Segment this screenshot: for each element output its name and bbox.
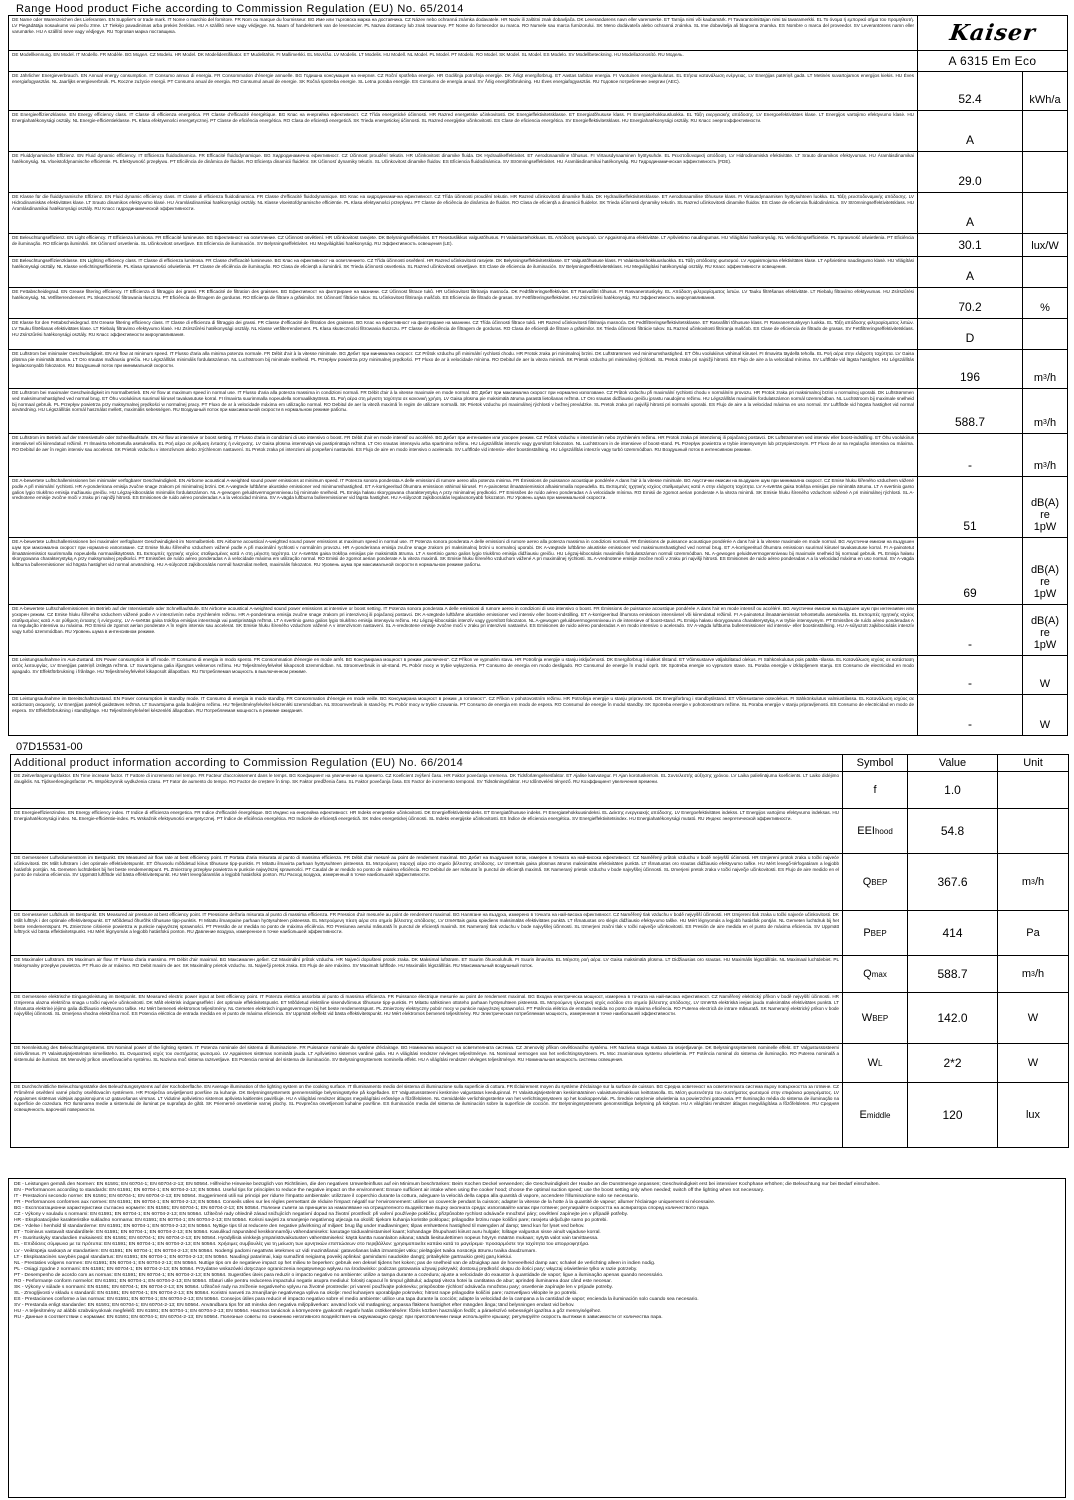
row-unit bbox=[1023, 319, 1067, 349]
row-unit: kWh/a bbox=[1029, 94, 1061, 106]
fiche-row bbox=[9, 656, 1067, 695]
brand-logo: Kaiser bbox=[947, 20, 1038, 46]
row-description: DE Nennleistung des Beleuchtungssystems. EN Nominal power of the lighting system. IT Potenza nominale del sistema di illuminazione. FR Puissance nominale du système d'éclairage. BG Номинална мощност на осветителната система. CZ Jmenovitý příkon osvětlovacího systému. HR Nazivna snaga sustava za osvjetljavanje. DK Belysningssystemets nominelle effekt. ET Valgustussüsteemi nimivõimsus. FI Valaistusjärjestelmän nimellisteho. EL Ονομαστική ισχύς του συστήματος φωτισμού. LV Apgaismes sistēmas nominālā jauda. LT Apšvietimo sistemos vardinė galia. HU A világítási rendszer névleges teljesítménye. NL Nominaal vermogen van het verlichtingssysteem. PL Moc znamionowa systemu oświetlenia. PT Potência nominal do sistema de iluminação. RO Puterea nominală a sistemului de iluminat. SK Menovitý príkon osvetľovacieho systému. SL Nazivna moč sistema razsvetljave. ES Potencia nominal del sistema de iluminación. SV Belysningssystemets nominella effekt. HU A világítási rendszer névleges teljesítménye. RU Номинальная мощность системы освещения. bbox=[11, 1044, 843, 1082]
row-value: - bbox=[918, 434, 1023, 476]
row-value: 2*2 bbox=[908, 1044, 998, 1082]
row-unit: W bbox=[1039, 719, 1051, 731]
row-unit bbox=[1023, 152, 1067, 192]
row-description: DE Luftstrom bei maximaler Geschwindigkeit im Normalbetrieb. EN Air flow at maximum speed in normal use. IT Flusso d'aria alla potenza massima in condizioni normali. FR Débit d'air à la vitesse maximale en mode normal. BG Дебит при максимална скорост при нормално използване. CZ Průtok vzduchu při maximální rychlosti chodu v normálním provozu. HR Protok zraka pri maksimalnoj brzini u normalnoj uporabi. DK Luftstrømmen ved maksimumshastighed ved normal brug. ET Õhu voolukiirus suurimal kiirusel tavakasutuse korral. FI Ilmavirta suurimmalla nopeudella normaalikäytössä. EL Ροή αέρα στη μέγιστη ταχύτητα σε κανονική χρήση. LV Gaisa plūsma pie maksimālā ātruma parastā lietošanas režīmā. LT Oro srautas didžiausiu greičiu įprastu naudojimo režimu. HU Légszállítás maximális fordulatszámon normál üzemmódban. NL Luchtstroom bij maximale snelheid bij normaal gebruik. PL Przepływ powietrza przy maksymalnej prędkości w normalnej pracy. PT Fluxo de ar à velocidade máxima em utilização normal. RO Debitul de aer la viteză maximă în regim de utilizare normală. SK Prietok vzduchu pri maximálnej rýchlosti v bežnej prevádzke. SL Pretok zraka pri najvišji hitrosti pri normalni uporabi. ES Flujo de aire a la velocidad máxima en uso normal. SV Luftflöde vid högsta hastighet vid normal användning. HU Légszállítás normál használat mellett, maximális sebességen. RU Воздушный поток при максимальной скорости в нормальном режиме работы. bbox=[9, 389, 918, 433]
row-value: 414 bbox=[908, 911, 998, 955]
footnote-paragraph: FR - Performances conformes aux normes: EN 61591; EN 60704-1; EN 60704-2-13; EN 50564. Conseils utiles sur les règles permettant de réduire l'impact négatif sur l'environnement: utiliser un couvercle pendant la cuisson; adapter la vitesse de la hotte à la quantité de vapeur; allumer l'éclairage uniquement si nécessaire. bbox=[14, 1200, 716, 1206]
row-description: DE Klasse für die fluiddynamische Effizienz. EN Fluid dynamic efficiency class. IT Classe di efficienza fluidodinamica. FR Classe d'efficacité fluidodynamique. BG Клас на хидродинамична ефективност. CZ Třída účinnosti proudění tekutin. HR Razred učinkovitosti dinamike fluida. DK Hydraulikeffektivitetsklasse. ET Aerodünaamilise tõhususe klass. FI Virtausdynaamisen hyötysuhteen luokka. EL Τάξη ρευστοδυναμικής απόδοσης. LV Hidrodinamiskās efektivitātes klase. LT Srauto dinamikos efektyvumo klasė. HU Áramlásdinamikai hatékonysági osztály. NL Klasse vloeistofdynamische efficiëntie. PL Klasa efektywności przepływu. PT Classe de eficiência de dinâmica de fluidos. RO Clasa de eficiență a dinamicii fluidelor. SK Trieda účinnosti dynamiky tekutín. SL Razred učinkovitosti dinamike fluidov. ES Clase de eficiencia fluidodinámica. SV Strömningseffektivitetsklass. HU Áramlásdinamikai hatékonysági osztály. RU Класс гидродинамической эффективности. bbox=[9, 193, 918, 233]
row-value: 588.7 bbox=[918, 389, 1023, 433]
footnote-paragraph: RU - Данные в соответствии с нормами: EN 61591; EN 60704-1; EN 60704-2-13; EN 50564. Полезные советы по снижению негативного воздействия на окружающую среду: при приготовлении пищи используйте крышку; регулируйте скорость вытяжки в зависимости от количества пара. bbox=[14, 1315, 663, 1321]
fiche-row bbox=[9, 538, 1067, 605]
footnote-paragraph: IT - Prestazioni secondo norme: EN 61591; EN 60704-1; EN 60704-2-13; EN 50564. Suggerimenti utili sui principi per ridurre l'impatto ambientale: utilizzare il coperchio durante la cottura, adeguare la velocità della cappa alla quantità di vapore, accendere l'illuminazione solo se necessario. bbox=[14, 1194, 639, 1200]
fiche-row bbox=[9, 389, 1067, 434]
footnote-paragraph: HU - A teljesítmény az alábbi szabványoknak megfelelő: EN 61591; EN 60704-1; EN 60704-2-13; EN 50564. Hasznos tanácsok a környezetre gyakorolt negatív hatás csökkentésére: főzés közben használjon fedőt; a páraelszívó sebességét igazítsa a gőz mennyiségéhez. bbox=[14, 1308, 602, 1314]
row-value: D bbox=[918, 319, 1023, 349]
row-description: DE Name oder Warenzeichen des Lieferanten. EN Supplier's or trade mark. IT Nome o marchio del fornitore. FR Nom ou marque du fournisseur. BG Име или търговска марка на доставчика. CZ Název nebo ochranná známka dodavatele. HR Naziv ili zaštitni znak dobavljača. DK Leverandørens navn eller varemærke. ET Tarnija nimi või kaubamärk. FI Tavarantoimittajan nimi tai tavaramerkki. EL Το όνομα ή εμπορικό σήμα του προμηθευτή. LV Piegādātāja nosaukums vai preču zīme. LT Tiekėjo pavadinimas arba prekės ženklas. HU A szállító neve vagy védjegye. NL Naam of handelsmerk van de leverancier. PL Nazwa dostawcy lub znak towarowy. PT Nome do fornecedor ou marca. RO Numele sau marca furnizorului. SK Meno dodávateľa alebo ochranná známka. SL Ime dobavitelja ali blagovna znamka. ES Nombre o marca del proveedor. SV Leverantörens namn eller varumärke. HU A szállító neve vagy védjegye. RU Торговая марка поставщика. bbox=[9, 16, 918, 50]
row-unit: % bbox=[1040, 302, 1050, 314]
header-unit: Unit bbox=[1023, 757, 1043, 769]
row-value: - bbox=[918, 656, 1023, 694]
info-row bbox=[11, 772, 1068, 809]
model-cell bbox=[918, 51, 1067, 71]
row-value: 69 bbox=[918, 538, 1023, 604]
fiche-row bbox=[9, 477, 1067, 538]
row-unit: lux/W bbox=[1031, 240, 1059, 252]
footnote-paragraph: EL - Επιδόσεις σύμφωνα με τα πρότυπα: EN 61591; EN 60704-1; EN 60704-2-13; EN 50564. Χρήσιμες συμβουλές για τη μείωση των αρνητικών επιπτώσεων στο περιβάλλον: χρησιμοποιείτε καπάκι κατά το μαγείρεμα· προσαρμόστε την ταχύτητα του απορροφητήρα. bbox=[14, 1242, 590, 1248]
footnote-paragraph: FI - Suorituskyky standardien mukaisesti: EN 61591; EN 60704-1; EN 60704-2-13; EN 50564. Hyödyllisiä vinkkejä ympäristövaikutusten vähentämiseksi: käytä kantta ruoanlaiton aikana; säädä liesituulettimen nopeus höyryn määrän mukaan; sytytä valot vain tarvittaessa. bbox=[14, 1236, 599, 1242]
row-description: DE Gemessener Luftvolumenstrom im Bestpunkt. EN Measured air flow rate at best efficiency point. IT Portata d'aria misurata al punto di massima efficienza. FR Débit d'air mesuré au point de rendement maximal. BG Дебит на въздушния поток, измерен в точката на най-висока ефективност. CZ Naměřený průtok vzduchu v bodě nejvyšší účinnosti. HR Izmjereni protok zraka u točki najveće učinkovitosti. DK Målt luftstrøm i det optimale effektivitetspunkt. ET Õhuvoolu mõõdetud kiirus tõhususe tipp-punktis. FI Mitattu ilmavirta parhaan hyötysuhteen pisteessä. EL Μετρούμενη παροχή αέρα στο σημείο βέλτιστης απόδοσης. LV Izmērītais gaisa plūsmas ātrums maksimālās efektivitātes punktā. LT Išmatuotas oro srautas didžiausio efektyvumo taške. HU Mért levegő-térfogatáram a legjobb hatásfok pontján. NL Gemeten luchtdebiet bij het beste rendementspunt. PL Zmierzony przepływ powietrza w punkcie najwyższej sprawności. PT Caudal de ar medido no ponto de máxima eficiência. RO Debitul de aer măsurat în punctul de eficiență maximă. SK Nameraný prietok vzduchu v bode najvyššej účinnosti. SL Izmerjeni pretok zraka v točki največje učinkovitosti. ES Flujo de aire medido en el punto de máxima eficiencia. SV Uppmätt luftflöde vid bästa effektivitetspunkt. HU Mért levegőáramlás a legjobb hatásfokú ponton. RU Расход воздуха, измеренный в точке наибольшей эффективности. bbox=[11, 854, 843, 910]
row-description: DE Luftstrom bei minimaler Geschwindigkeit. EN Air flow at minimum speed. IT Flusso d'aria alla minima potenza normale. FR Débit d'air à la vitesse minimale. BG Дебит при минимална скорост. CZ Průtok vzduchu při minimální rychlosti chodu. HR Protok zraka pri minimalnoj brzini. DK Luftstrømmen ved minimumshastighed. ET Õhu voolukiirus vähimal kiirusel. FI Ilmavirta täydellä teholla. EL Ροή αέρα στην ελάχιστη ταχύτητα. LV Gaisa plūsma pie minimālā ātruma. LT Oro srautas mažiausiu greičiu. HU Légszállítás minimális fordulatszámon. NL Luchtstroom bij minimale snelheid. PL Przepływ powietrza przy minimalnej prędkości. PT Fluxo de ar à velocidade mínima. RO Debitul de aer la viteza minimă. SK Prietok vzduchu pri minimálnej rýchlosti. SL Pretok zraka pri najnižji hitrosti. ES Flujo de aire a la velocidad mínima. SV Luftflöde vid lägsta hastighet. HU Légszállítás legalacsonyabb fokozaton. RU Воздушный поток при минимальной скорости. bbox=[9, 350, 918, 388]
info-row bbox=[11, 993, 1068, 1044]
info-row bbox=[11, 809, 1068, 854]
row-description: DE Modellkennung. EN Model. IT Modello. FR Modèle. BG Модел. CZ Modelu. HR Model. DK Modelidentifikator. ET Mudelitähis. FI Mallimerkki. EL Μοντέλο. LV Modelis. LT Modelis. HU Modell. NL Model. PL Model. PT Modelo. RO Model. SK Model. SL Model. ES Modelo. SV Modellbeteckning. HU Modellazonosító. RU Модель. bbox=[9, 51, 918, 71]
row-description: DE Zeitverlängerungsfaktor. EN Time increase factor. IT Fattore di incremento nel tempo. FR Facteur d'accroissement dans le temps. BG Коефициент на увеличение на времето. CZ Koeficient zvýšení času. HR Faktor povećanja vremena. DK Tidsforlængelsesfaktor. ET Ajalise kasvutegur. FI Ajan korotuskerroin. EL Συντελεστής αύξησης χρόνου. LV Laika palielinājuma koeficients. LT Laiko didėjimo daugiklis. NL Tijdsverlengingsfactor. PL Współczynnik wydłużenia czasu. PT Fator de aumento do tempo. RO Factor de creștere în timp. SK Faktor predĺženia času. SL Faktor povečanja časa. ES Factor de incremento temporal. SV Tidsökningsfaktor. HU Időnövelési tényező. RU Коэффициент увеличения времени. bbox=[11, 772, 843, 808]
row-unit: m 3 /h bbox=[1021, 968, 1045, 980]
fiche-row bbox=[9, 288, 1067, 319]
footnote-paragraph: CZ - Výkony v souladu s normami: EN 61591; EN 60704-1; EN 60704-2-13; EN 50564. Užitečné rady ohledně zásad snižujících negativní dopad na životní prostředí: při vaření používejte pokličku; přizpůsobte rychlost odsávače množství páry; osvětlení zapínejte jen v případě potřeby. bbox=[14, 1212, 629, 1218]
row-unit: m 3 /h bbox=[1033, 460, 1057, 472]
model-name: A 6315 Em Eco bbox=[948, 54, 1037, 68]
row-symbol: Q max bbox=[843, 956, 908, 992]
row-symbol: f bbox=[843, 772, 908, 808]
row-unit bbox=[998, 772, 1068, 808]
table-title: Additional product information according to Commission Regulation (EU) No. 66/2014 bbox=[11, 755, 843, 771]
row-value: 54.8 bbox=[908, 809, 998, 853]
info-row bbox=[11, 911, 1068, 956]
info-row bbox=[11, 1044, 1068, 1083]
footnote-paragraph: RO - Performanțe conform normelor: EN 61591; EN 60704-1; EN 60704-2-13; EN 50564. Sfaturi utile pentru reducerea impactului negativ asupra mediului: folosiți capacul în timpul gătitului; adaptați viteza hotei la cantitatea de abur; aprindeți iluminarea doar când este necesar. bbox=[14, 1278, 612, 1284]
row-value: 52.4 bbox=[918, 72, 1023, 110]
row-value: A bbox=[918, 111, 1023, 151]
fiche-row bbox=[9, 350, 1067, 389]
row-value: 196 bbox=[918, 350, 1023, 388]
row-unit: dB(A) re 1pW bbox=[1030, 564, 1060, 600]
row-unit: W bbox=[1027, 1057, 1039, 1069]
row-description: DE Beleuchtungseffizienzklasse. EN Lighting efficiency class. IT Classe di efficienza luminosa. FR Classe d'efficacité lumineuse. BG Клас на ефективност на осветлението. CZ Třída účinnosti osvětlení. HR Razred učinkovitosti rasvjete. DK Belysningseffektivitetsklasse. ET Valgustõhususe klass. FI Valaistustehokkuusluokka. EL Τάξη απόδοσης φωτισμού. LV Apgaismojuma efektivitātes klase. LT Apšvietimo naudingumo klasė. HU Világítási hatékonysági osztály. NL Klasse verlichtingsefficiëntie. PL Klasa sprawności oświetlenia. PT Classe de eficiência de iluminação. RO Clasa de eficiență a iluminării. SK Trieda účinnosti osvetlenia. SL Razred učinkovitosti osvetljave. ES Clase de eficiencia de iluminación. SV Belysningseffektivitetsklass. HU Megvilágítási hatékonysági osztály. RU Класс эффективности освещения. bbox=[9, 257, 918, 287]
footnote-paragraph: SV - Prestanda enligt standarder: EN 61591; EN 60704-1; EN 60704-2-13; EN 50564. Användbara tips för att minska den negativa miljöpåverkan: använd lock vid matlagning; anpassa fläktens hastighet efter mängden ånga; tänd belysningen endast vid behov. bbox=[14, 1302, 575, 1308]
fiche-row bbox=[9, 695, 1067, 736]
row-unit: m 3 /h bbox=[1033, 417, 1057, 429]
fiche-row bbox=[9, 16, 1067, 51]
row-value: - bbox=[918, 695, 1023, 735]
footnote-paragraph: DK - Ydelse i henhold til standarderne: EN 61591; EN 60704-1; EN 60704-2-13; EN 50564. Nyttige tips til at reducere den negative påvirkning af miljøet: brug låg under madlavningen; tilpas emhættens hastighed til mængden af damp; tænd kun for lyset ved behov. bbox=[14, 1224, 585, 1230]
row-description: DE Gemessene elektrische Eingangsleistung im Bestpunkt. EN Measured electric power input at best efficiency point. IT Potenza elettrica assorbita al punto di massima efficienza. FR Puissance électrique mesurée au point de rendement maximal. BG Входна електрическа мощност, измерена в точката на най-висока ефективност. CZ Naměřený elektrický příkon v bodě nejvyšší účinnosti. HR Izmjerena ulazna električna snaga u točki najveće učinkovitosti. DK Målt elektrisk indgangseffekt i det optimale effektivitetspunkt. ET Mõõdetud elektriline sisendvõimsus tõhususe tipp-punktis. FI Mitattu sähköinen ottoteho parhaan hyötysuhteen pisteessä. EL Μετρούμενη ηλεκτρική ισχύς εισόδου στο σημείο βέλτιστης απόδοσης. LV Izmērītā elektriskā ieejas jauda maksimālās efektivitātes punktā. LT Išmatuota elektrinė įėjimo galia didžiausio efektyvumo taške. HU Mért bemeneti elektromos teljesítmény. NL Gemeten elektrisch ingangsvermogen bij het beste rendementspunt. PL Zmierzony elektryczny pobór mocy w punkcie najwyższej sprawności. PT Potência elétrica de entrada medida no ponto de máxima eficiência. RO Puterea electrică de intrare măsurată. SK Nameraný elektrický príkon v bode najvyššej účinnosti. SL Izmerjena vhodna električna moč. ES Potencia eléctrica de entrada medida en el punto de máxima eficiencia. SV Uppmätt eleffekt vid bästa effektivitetspunkt. HU Mért elektromos bemeneti teljesítmény. RU Электрическая потребляемая мощность, измеренная в точке наибольшей эффективности. bbox=[11, 993, 843, 1043]
row-description: DE Energieeffizienzklasse. EN Energy efficiency class. IT Classe di efficienza energetica. FR Classe d'efficacité énergétique. BG Клас на енергийна ефективност. CZ Třída energetické účinnosti. HR Razred energetske učinkovitosti. DK Energieffektivitetsklasse. ET Energiatõhususe klass. FI Energiatehokkuusluokka. EL Τάξη ενεργειακής απόδοσης. LV Energoefektivitātes klase. LT Energijos vartojimo efektyvumo klasė. HU Energiahatékonysági osztály. NL Energie-efficiëntieklasse. PL Klasa efektywności energetycznej. PT Classe de eficiência energética. RO Clasa de eficiență energetică. SK Trieda energetickej účinnosti. SL Razred energijske učinkovitosti. ES Clase de eficiencia energética. SV Energieffektivitetsklass. HU Energiahatékonysági osztály. RU Класс энергоэффективности. bbox=[9, 111, 918, 151]
row-symbol: W BEP bbox=[843, 993, 908, 1043]
row-unit bbox=[1023, 111, 1067, 151]
row-description: DE Gemessener Luftdruck im Bestpunkt. EN Measured air pressure at best efficiency point. IT Pressione dell'aria misurata al punto di massima efficienza. FR Pression d'air mesurée au point de rendement maximal. BG Налягане на въздуха, измерено в точката на най-висока ефективност. CZ Naměřený tlak vzduchu v bodě nejvyšší účinnosti. HR Izmjereni tlak zraka u točki najveće učinkovitosti. DK Målt lufttryk i det optimale effektivitetspunkt. ET Mõõdetud õhurõhk tõhususe tipp-punktis. FI Mitattu ilmanpaine parhaan hyötysuhteen pisteessä. EL Μετρούμενη πίεση αέρα στο σημείο βέλτιστης απόδοσης. LV Izmērītais gaisa spiediens maksimālās efektivitātes punktā. LT Išmatuotas oro slėgis didžiausio efektyvumo taške. HU Mért légnyomás a legjobb hatásfok pontján. NL Gemeten luchtdruk bij het beste rendementspunt. PL Zmierzone ciśnienie powietrza w punkcie najwyższej sprawności. PT Pressão de ar medida no ponto de máxima eficiência. RO Presiunea aerului măsurată în punctul de eficiență maximă. SK Nameraný tlak vzduchu v bode najvyššej účinnosti. SL Izmerjeni zračni tlak v točki največje učinkovitosti. ES Presión de aire medida en el punto de máxima eficiencia. SV Uppmätt lufttryck vid bästa effektivitetspunkt. HU Mért légnyomás a legjobb hatásfokú ponton. RU Давление воздуха, измеренное в точке наибольшей эффективности. bbox=[11, 911, 843, 955]
row-description: DE Klasse für den Fettabscheidegrad. EN Grease filtering efficiency class. IT Classe di efficienza di filtraggio dei grassi. FR Classe d'efficacité de filtration des graisses. BG Клас на ефективност на филтриране на мазнини. CZ Třída účinnosti filtrace tuků. HR Razred učinkovitosti filtriranja masnoća. DK Fedtfiltreringseffektivitetsklasse. ET Rasvafiltri tõhususe klass. FI Rasvanerotuskyvyn luokka. EL Τάξη απόδοσης φιλτραρίσματος λιπών. LV Tauku filtrēšanas efektivitātes klase. LT Riebalų filtravimo efektyvumo klasė. HU Zsírszűrési hatékonysági osztály. NL Klasse vetfilterrendement. PL Klasa skuteczności filtrowania tłuszczu. PT Classe de eficiência de filtragem de gorduras. RO Clasa de eficiență de filtrare a grăsimilor. SK Trieda účinnosti filtrácie tukov. SL Razred učinkovitosti filtriranja maščob. ES Clase de eficiencia de filtrado de grasas. SV Fettfiltreringseffektivitetsklass. HU Zsírszűrési hatékonysági osztály. RU Класс эффективности жироулавливания. bbox=[9, 319, 918, 349]
row-unit: dB(A) re 1pW bbox=[1030, 497, 1060, 533]
row-unit bbox=[1023, 257, 1067, 287]
model-code: 07D15531-00 bbox=[16, 741, 83, 753]
row-value: 142.0 bbox=[908, 993, 998, 1043]
row-value: - bbox=[918, 605, 1023, 655]
brand-logo-cell bbox=[918, 16, 1067, 50]
footnote-paragraph: PL - Osiągi zgodne z normami: EN 61591; EN 60704-1; EN 60704-2-13; EN 50564. Przydatne wskazówki dotyczące ograniczenia negatywnego wpływu na środowisko: podczas gotowania używaj pokrywki; dostosuj prędkość okapu do ilości pary; włączaj oświetlenie tylko w razie potrzeby. bbox=[14, 1266, 638, 1272]
row-description: DE Jährlicher Energieverbrauch. EN Annual energy consumption. IT Consumo annuo di energia. FR Consommation d'énergie annuelle. BG Годишна консумация на енергия. CZ Roční spotřeba energie. HR Godišnja potrošnja energije. DK Årligt energiforbrug. ET Aastas tarbitav energia. FI Vuotuinen energiankulutus. EL Ετήσια κατανάλωση ενέργειας. LV Enerģijas patēriņš gadā. LT Metinės suvartojamos energijos kiekis. HU Éves energiafogyasztás. NL Jaarlijks energieverbruik. PL Roczne zużycie energii. PT Consumo anual de energia. RO Consumul anual de energie. SK Ročná spotreba energie. SL Letna poraba energije. ES Consumo de energía anual. SV Årlig energiförbrukning. HU Éves energiafogyasztás. RU Годовое потребление энергии (AEC). bbox=[9, 72, 918, 110]
fiche-row bbox=[9, 257, 1067, 288]
row-unit bbox=[998, 809, 1068, 853]
row-value: 70.2 bbox=[918, 288, 1023, 318]
row-description: DE Luftstrom im Betrieb auf der Intensivstufe oder Schnelllaufstufe. EN Air flow at intensive or boost setting. IT Flusso d'aria in condizioni di uso intensivo o boost. FR Débit d'air en mode intensif ou accéléré. BG Дебит при интензивен или ускорен режим. CZ Průtok vzduchu v intenzivním nebo zrychleném režimu. HR Protok zraka pri intenzivnoj ili pojačanoj postavci. DK Luftstrømmen ved intensiv eller boost-indstilling. ET Õhu voolukiirus intensiivsel või kiirendatud režiimil. FI Ilmavirta tehostetulla asetuksella. EL Ροή αέρα σε ρύθμιση έντασης ή ενίσχυσης. LV Gaisa plūsma intensīvajā vai pastiprinātajā režīmā. LT Oro srautas intensyviu arba spartinimo režimu. HU Légszállítás intenzív vagy gyorsított fokozaton. NL Luchtstroom in de intensieve of boost-stand. PL Przepływ powietrza w trybie intensywnym lub przyspieszonym. PT Fluxo de ar na regulação intensiva ou máxima. RO Debitul de aer în regim intensiv sau accelerat. SK Prietok vzduchu v intenzívnom alebo zrýchlenom nastavení. SL Pretok zraka pri intenzivni ali pospešeni nastavitvi. ES Flujo de aire en modo intensivo o acelerado. SV Luftflöde vid intensiv- eller boostinställning. HU Légszállítás intenzív vagy turbó üzemmódban. RU Воздушный поток в интенсивном режиме. bbox=[9, 434, 918, 476]
fiche-row bbox=[9, 319, 1067, 350]
footnote-paragraph: SL - Zmogljivosti v skladu s standardi: EN 61591; EN 60704-1; EN 60704-2-13; EN 50564. Koristni nasveti za zmanjšanje negativnega vpliva na okolje: med kuhanjem uporabljajte pokrovko; hitrost nape prilagodite količini pare; razsvetljavo vklopite le po potrebi. bbox=[14, 1290, 578, 1296]
footnote-paragraph: BG - Експлоатационни характеристики съгласно нормите: EN 61591; EN 60704-1; EN 60704-2-13; EN 50564. Полезни съвети за принципи за намаляване на отрицателното въздействие върху околната среда: използвайте капак при готвене; регулирайте скоростта на аспиратора според количеството пара. bbox=[14, 1206, 710, 1212]
footnote-paragraph: LT - Eksploatacinės savybės pagal standartus: EN 61591; EN 60704-1; EN 60704-2-13; EN 50564. Naudingi patarimai, kaip sumažinti neigiamą poveikį aplinkai: gamindami naudokite dangtį; pritaikykite gartraukio greitį garų kiekiui. bbox=[14, 1254, 513, 1260]
row-value: 30.1 bbox=[918, 234, 1023, 256]
row-description: DE Durchschnittliche Beleuchtungsstärke des Beleuchtungssystems auf der Kochoberfläche. EN Average illumination of the lighting system on the cooking surface. IT Illuminamento medio del sistema di illuminazione sulla superficie di cottura. FR Éclairement moyen du système d'éclairage sur la surface de cuisson. BG Средна осветеност на осветителната система върху повърхността за готвене. CZ Průměrné osvětlení varné plochy osvětlovacím systémem. HR Prosječna osvijetljenost površine za kuhanje. DK Belysningssystemets gennemsnitlige belysningsstyrke på kogefladen. ET Valgustussüsteemi keskmine valgustatus keedupinnal. FI Valaistusjärjestelmän keskimääräinen valaistusvoimakkuus keittotasolla. EL Μέση φωτεινότητα του συστήματος φωτισμού στην επιφάνεια μαγειρέματος. LV Apgaismes sistēmas vidējais apgaismojums uz gatavošanas virsmas. LT Vidutinė apšvietimo sistemos apšvieta kaitlentės paviršiuje. HU A világítási rendszer átlagos megvilágítási erőssége a főzőfelületen. NL Gemiddelde verlichtingssterkte van het verlichtingssysteem op het kookoppervlak. PL Średnie natężenie oświetlenia na powierzchni gotowania. PT Iluminação média do sistema de iluminação na superfície de cozedura. RO Iluminarea medie a sistemului de iluminat pe suprafața de gătit. SK Priemerné osvetlenie varnej plochy. SL Povprečna osvetljenost kuhalne površine. ES Iluminación media del sistema de iluminación sobre la superficie de cocción. SV Belysningssystemets genomsnittliga belysning på kokytan. HU A világítási rendszer átlagos megvilágítása a főzőfelületen. RU Средняя освещённость варочной поверхности. bbox=[11, 1083, 843, 1147]
row-symbol: Q BEP bbox=[843, 854, 908, 910]
header-symbol: Symbol bbox=[843, 755, 908, 771]
footnote-paragraph: SK - Výkony v súlade s normami: EN 61591; EN 60704-1; EN 60704-2-13; EN 50564. Užitočné rady na zníženie negatívneho vplyvu na životné prostredie: pri varení používajte pokrievku; prispôsobte rýchlosť odsávača množstvu pary; osvetlenie zapínajte len v prípade potreby. bbox=[14, 1284, 614, 1290]
header-value: Value bbox=[908, 755, 998, 771]
row-description: DE A-bewertete Luftschallemissionen bei minimaler verfügbarer Geschwindigkeit. EN Airborne acoustical A-weighted sound power emissions at minimum speed. IT Potenza sonora ponderata A delle emissioni di rumore aereo alla potenza minima. FR Émissions de puissance acoustique pondérée A dans l'air à la vitesse minimale. BG Акустични емисии на въздушен шум при минимална скорост. CZ Emise hluku šířeného vzduchem vážené podle A při minimální rychlosti. HR A-ponderirana emisija zvučne snage zrakom pri minimalnoj brzini. DK A-vægtede luftbårne akustiske emissioner ved minimumshastighed. ET A-korrigeeritud õhumüra emissioon vähimal kiirusel. FI A-painotetut ilmaääniemissiot alhaisimmalla nopeudella. EL Εκπομπές ηχητικής ισχύος σταθμισμένες κατά A στην ελάχιστη ταχύτητα. LV A-svērtās gaisa trokšņa emisijas pie minimālā ātruma. LT A svertinio garso galios lygio triukšmo emisija mažiausiu greičiu. HU Légzaj-kibocsátás minimális fordulatszámon. NL A-gewogen geluidsvermogensniveau bij minimale snelheid. PL Emisja hałasu skorygowana charakterystyką A przy minimalnej prędkości. PT Emissões de ruído aéreo ponderadas A à velocidade mínima. RO Emisii de zgomot aerian ponderate A la viteza minimă. SK Emisie hluku šíreného vzduchom vážené A pri minimálnej rýchlosti. SL A-vrednotene emisije zvočne moči v zraku pri najnižji hitrosti. ES Emisiones de ruido aéreo ponderadas A a la velocidad mínima. SV A-vägda luftburna bulleremissioner vid lägsta hastighet. HU A-súlyozott zajkibocsátás legalacsonyabb fokozaton. RU Уровень шума при минимальной скорости. bbox=[9, 477, 918, 537]
row-description: DE Energieeffizienzindex. EN Energy efficiency index. IT Indice di efficienza energetica. FR Indice d'efficacité énergétique. BG Индекс на енергийна ефективност. HR Indeks energetske učinkovitosti. DK Energieffektivitetsindeks. ET Energiatõhususe indeks. FI Energiatehokkuusindeksi. EL Δείκτης ενεργειακής απόδοσης. LV Energoefektivitātes indekss. LT Energijos vartojimo efektyvumo indeksas. HU Energiahatékonysági index. NL Energie-efficiëntie-index. PL Wskaźnik efektywności energetycznej. PT Índice de eficiência energética. RO Indicele de eficiență energetică. SK Index energetickej účinnosti. SL Indeks energijske učinkovitosti. ES Índice de eficiencia energética. SV Energieffektivitetsindex. HU Energiahatékonysági mutató. RU Индекс энергетической эффективности. bbox=[11, 809, 843, 853]
row-description: DE A-bewertete Luftschallemissionen bei maximaler verfügbarer Geschwindigkeit im Normalbetrieb. EN Airborne acoustical A-weighted sound power emissions at maximum speed in normal use. IT Potenza sonora ponderata A delle emissioni di rumore aereo alla potenza massima in condizioni normali. FR Émissions de puissance acoustique pondérée A dans l'air à la vitesse maximale en mode normal. BG Акустични емисии на въздушен шум при максимална скорост при нормално използване. CZ Emise hluku šířeného vzduchem vážené podle A při maximální rychlosti v normálním provozu. HR A-ponderirana emisija zvučne snage zrakom pri maksimalnoj brzini u normalnoj uporabi. DK A-vægtede luftbårne akustiske emissioner ved maksimumshastighed ved normal brug. ET A-korrigeeritud õhumüra emissioon suurimal kiirusel tavakasutuse korral. FI A-painotetut ilmaääniemissiot suurimmalla nopeudella normaalikäytössä. EL Εκπομπές ηχητικής ισχύος σταθμισμένες κατά A στη μέγιστη ταχύτητα. LV A-svērtās gaisa trokšņa emisijas pie maksimālā ātruma. LT A svertinio garso galios lygio triukšmo emisija didžiausiu greičiu. HU Légzaj-kibocsátás maximális fordulatszámon normál üzemmódban. NL A-gewogen geluidsvermogensniveau bij maximale snelheid bij normaal gebruik. PL Emisja hałasu skorygowana charakterystyką A przy maksymalnej prędkości. PT Emissões de ruído aéreo ponderadas A à velocidade máxima em utilização normal. RO Emisii de zgomot aerian ponderate A la viteza maximă. SK Emisie hluku šíreného vzduchom vážené A pri maximálnej rýchlosti. SL A-vrednotene emisije zvočne moči v zraku pri najvišji hitrosti. ES Emisiones de ruido aéreo ponderadas A a la velocidad máxima en uso normal. SV A-vägda luftburna bulleremissioner vid högsta hastighet vid normal användning. HU A-súlyozott zajkibocsátás normál használat mellett, maximális fokozaton. RU Уровень шума при максимальной скорости в нормальном режиме работы. bbox=[9, 538, 918, 604]
footnote-paragraph: EN - Performances according to standards: EN 61591; EN 60704-1; EN 60704-2-13; EN 50564. Useful tips for principles to reduce the negative impact on the environment: Ensure sufficient air intake when using the cooker hood; choose the optimal suction speed; use the boost setting only when needed; switch off the lighting when not necessary. bbox=[14, 1188, 765, 1194]
row-value: A bbox=[918, 257, 1023, 287]
footnotes bbox=[8, 1178, 1066, 1498]
row-unit: lux bbox=[1025, 1109, 1041, 1121]
info-row bbox=[11, 956, 1068, 993]
row-unit bbox=[1023, 193, 1067, 233]
fiche-row bbox=[9, 193, 1067, 234]
fiche-row bbox=[9, 72, 1067, 111]
row-value: 588.7 bbox=[908, 956, 998, 992]
row-unit: W bbox=[1027, 1012, 1039, 1024]
fiche-row bbox=[9, 111, 1067, 152]
row-unit: m 3 /h bbox=[1033, 372, 1057, 384]
row-unit: dB(A) re 1pW bbox=[1030, 615, 1060, 651]
product-fiche-table bbox=[8, 15, 1068, 736]
fiche-row bbox=[9, 605, 1067, 656]
footnote-paragraph: ET - Toimivus vastavalt standarditele: EN 61591; EN 60704-1; EN 60704-2-13; EN 50564. Kasulikud näpunäited keskkonnamõju vähendamiseks: kasutage toiduvalmistamisel kaant; kohandage õhupuhasti kiirust auru hulgale; lülitage valgustus sisse ainult vajaduse korral. bbox=[14, 1230, 601, 1236]
fiche-row bbox=[9, 434, 1067, 477]
fiche-row bbox=[9, 152, 1067, 193]
footnote-paragraph: PT - Desempenho de acordo com as normas: EN 61591; EN 60704-1; EN 60704-2-13; EN 50564. Sugestões úteis para reduzir o impacto negativo no ambiente: utilize a tampa durante a cozedura; ajuste a velocidade do exaustor à quantidade de vapor; ligue a iluminação apenas quando necessário. bbox=[14, 1272, 664, 1278]
row-description: DE Leistungsaufnahme im Aus-Zustand. EN Power consumption in off mode. IT Consumo di energia in modo spento. FR Consommation d'énergie en mode arrêt. BG Консумирана мощност в режим „изключено“. CZ Příkon ve vypnutém stavu. HR Potrošnja energije u stanju isključenosti. DK Energiforbrug i slukket tilstand. ET Võimsustarve väljalülitatud olekus. FI Sähkönkulutus pois päältä -tilassa. EL Κατανάλωση ισχύος σε κατάσταση εκτός λειτουργίας. LV Enerģijas patēriņš izslēgtā režīmā. LT Suvartojama galia išjungtos veiksenos režimu. HU Teljesítményfelvétel kikapcsolt üzemmódban. NL Stroomverbruik in uit-stand. PL Pobór mocy w trybie wyłączenia. PT Consumo de energia em modo desligado. RO Consumul de energie în modul oprit. SK Spotreba energie vo vypnutom stave. SL Poraba energije v izklopljenem stanju. ES Consumo de electricidad en modo apagado. SV Effektförbrukning i frånläge. HU Teljesítményfelvétel kikapcsolt állapotban. RU Потребляемая мощность в выключенном режиме. bbox=[9, 656, 918, 694]
footnote-paragraph: NL - Prestaties volgens normen: EN 61591; EN 60704-1; EN 60704-2-13; EN 50564. Nuttige tips om de negatieve impact op het milieu te beperken: gebruik een deksel tijdens het koken; pas de snelheid van de afzuigkap aan de hoeveelheid damp aan; schakel de verlichting alleen in indien nodig. bbox=[14, 1260, 656, 1266]
row-description: DE Leistungsaufnahme im Bereitschaftszustand. EN Power consumption in standby mode. IT Consumo di energia in modo standby. FR Consommation d'énergie en mode veille. BG Консумирана мощност в режим „в готовност“. CZ Příkon v pohotovostním režimu. HR Potrošnja energije u stanju pripravnosti. DK Energiforbrug i standbytilstand. ET Võimsustarve ooteolekus. FI Sähkönkulutus valmiustilassa. EL Κατανάλωση ισχύος σε κατάσταση αναμονής. LV Enerģijas patēriņš gaidstāves režīmā. LT Suvartojama galia budėjimo režimu. HU Teljesítményfelvétel készenléti üzemmódban. NL Stroomverbruik in stand-by. PL Pobór mocy w trybie czuwania. PT Consumo de energia em modo de espera. RO Consumul de energie în modul standby. SK Spotreba energie v pohotovostnom režime. SL Poraba energije v stanju pripravljenosti. ES Consumo de electricidad en modo de espera. SV Effektförbrukning i standbyläge. HU Teljesítményfelvétel készenléti állapotban. RU Потребляемая мощность в режиме ожидания. bbox=[9, 695, 918, 735]
fiche-row bbox=[9, 234, 1067, 257]
fiche-title: Range Hood product Fiche according to Commission Regulation (EU) No. 65/2014 bbox=[16, 3, 464, 15]
row-value: A bbox=[918, 193, 1023, 233]
row-value: 367.6 bbox=[908, 854, 998, 910]
row-unit: m 3 /h bbox=[1021, 876, 1045, 888]
row-description: DE Beleuchtungseffizienz. EN Light efficiency. IT Efficienza luminosa. FR Efficacité lumineuse. BG Ефективност на осветление. CZ Účinnost osvětlení. HR Učinkovitost rasvjete. DK Belysningseffektivitet. ET Reostuslikkus valgustõhusus. FI Valaistustehokkuus. EL Απόδοση φωτισμού. LV Apgaismojuma efektivitāte. LT Apšvietimo naudingumas. HU Világítási hatékonyság. NL Verlichtingsefficiëntie. PL Sprawność oświetlenia. PT Eficiência de iluminação. RO Eficiența iluminării. SK Účinnosť osvetlenia. SL Učinkovitost osvetljave. ES Eficiencia de iluminación. SV Belysningseffektivitet. HU Megvilágítási hatékonyság. RU Эффективность освещения (LE). bbox=[9, 234, 918, 256]
row-value: 120 bbox=[908, 1083, 998, 1147]
footnote-paragraph: ES - Prestaciones conforme a las normas: EN 61591; EN 60704-1; EN 60704-2-13; EN 50564. Consejos útiles para reducir el impacto negativo sobre el medio ambiente: utilice una tapa durante la cocción; adapte la velocidad de la campana a la cantidad de vapor; encienda la iluminación solo cuando sea necesario. bbox=[14, 1296, 699, 1302]
row-description: DE A-bewertete Luftschallemissionen im Betrieb auf der Intensivstufe oder Schnelllaufstufe. EN Airborne acoustical A-weighted sound power emissions at intensive or boost setting. IT Potenza sonora ponderata A delle emissioni di rumore aereo in condizioni di uso intensivo o boost. FR Émissions de puissance acoustique pondérée A dans l'air en mode intensif ou accéléré. BG Акустични емисии на въздушен шум при интензивен или ускорен режим. CZ Emise hluku šířeného vzduchem vážené podle A v intenzivním nebo zrychleném režimu. HR A-ponderirana emisija zvučne snage zrakom pri intenzivnoj ili pojačanoj postavci. DK A-vægtede luftbårne akustiske emissioner ved intensiv eller boost-indstilling. ET A-korrigeeritud õhumüra emissioon intensiivsel või kiirendatud režiimil. FI A-painotetut ilmaääniemissiot tehostetulla asetuksella. EL Εκπομπές ηχητικής ισχύος σταθμισμένες κατά A σε ρύθμιση έντασης ή ενίσχυσης. LV A-svērtās gaisa trokšņa emisijas intensīvajā vai pastiprinātajā režīmā. LT A svertinio garso galios lygio triukšmo emisija intensyviu režimu. HU Légzaj-kibocsátás intenzív vagy gyorsított fokozaton. NL A-gewogen geluidsvermogensniveau in de intensieve of boost-stand. PL Emisja hałasu skorygowana charakterystyką A w trybie intensywnym. PT Emissões de ruído aéreo ponderadas A na regulação intensiva ou máxima. RO Emisii de zgomot aerian ponderate A în regim intensiv sau accelerat. SK Emisie hluku šíreného vzduchom vážené A v intenzívnom nastavení. SL A-vrednotene emisije zvočne moči v zraku pri intenzivni nastavitvi. ES Emisiones de ruido aéreo ponderadas A en modo intensivo o acelerado. SV A-vägda luftburna bulleremissioner vid intensiv- eller boostinställning. HU A-súlyozott zajkibocsátás intenzív vagy turbó üzemmódban. RU Уровень шума в интенсивном режиме. bbox=[9, 605, 918, 655]
table-header-row bbox=[11, 755, 1068, 772]
row-unit: Pa bbox=[1026, 927, 1040, 939]
footnote-paragraph: LV - Veiktspēja saskaņā ar standartiem: EN 61591; EN 60704-1; EN 60704-2-13; EN 50564. Noderīgi padomi negatīvās ietekmes uz vidi mazināšanai: gatavošanas laikā izmantojiet vāku; pielāgojiet tvaika nosūcēja ātrumu tvaika daudzumam. bbox=[14, 1248, 537, 1254]
row-description: DE Fluiddynamische Effizienz. EN Fluid dynamic efficiency. IT Efficienza fluidodinamica. FR Efficacité fluidodynamique. BG Хидродинамична ефективност. CZ Účinnost proudění tekutin. HR Učinkovitost dinamike fluida. DK Hydraulikeffektivitet. ET Aerodünaamiline tõhusus. FI Virtausdynaaminen hyötysuhde. EL Ρευστοδυναμική απόδοση. LV Hidrodinamiskā efektivitāte. LT Srauto dinamikos efektyvumas. HU Áramlásdinamikai hatékonyság. NL Vloeistofdynamische efficiëntie. PL Efektywność przepływu. PT Eficiência de dinâmica de fluidos. RO Eficiența dinamicii fluidelor. SK Účinnosť dynamiky tekutín. SL Učinkovitost dinamike fluidov. ES Eficiencia fluidodinámica. SV Strömningseffektivitet. HU Áramlásdinamikai hatékonyság. RU Гидродинамическая эффективность (FDE). bbox=[9, 152, 918, 192]
row-description: DE Maximaler Luftstrom. EN Maximum air flow. IT Flusso d'aria massimo. FR Débit d'air maximal. BG Максимален дебит. CZ Maximální průtok vzduchu. HR Najveći dopušteni protok zraka. DK Maksimal luftstrøm. ET Suurim õhuvooluhulk. FI Suurin ilmavirta. EL Μέγιστη ροή αέρα. LV Gaisa maksimālā plūsma. LT Didžiausias oro srautas. HU Maximális légszállítás. NL Maximaal luchtdebiet. PL Maksymalny przepływ powietrza. PT Fluxo de ar máximo. RO Debit maxim de aer. SK Maximálny prietok vzduchu. SL Največji pretok zraka. ES Flujo de aire máximo. SV Maximalt luftflöde. HU Maximális légszállítás. RU Максимальный воздушный поток. bbox=[11, 956, 843, 992]
row-symbol: EEI hood bbox=[843, 809, 908, 853]
info-row bbox=[11, 1083, 1068, 1148]
row-symbol: E middle bbox=[843, 1083, 908, 1147]
footnote-paragraph: HR - Eksploatacijske karakteristike sukladno normama: EN 61591; EN 60704-1; EN 60704-2-13; EN 50564. Korisni savjeti za smanjenje negativnog utjecaja na okoliš: tijekom kuhanja koristite poklopac; prilagodite brzinu nape količini pare; rasvjetu uključujte samo po potrebi. bbox=[14, 1218, 608, 1224]
fiche-row bbox=[9, 51, 1067, 72]
row-symbol: P BEP bbox=[843, 911, 908, 955]
row-description: DE Fettabscheidegrad. EN Grease filtering efficiency. IT Efficienza di filtraggio dei grassi. FR Efficacité de filtration des graisses. BG Ефективност на филтриране на мазнини. CZ Účinnost filtrace tuků. HR Učinkovitost filtriranja masnoća. DK Fedtfiltreringseffektivitet. ET Rasvafiltri tõhusus. FI Rasvanerotuskyky. EL Απόδοση φιλτραρίσματος λιπών. LV Tauku filtrēšanas efektivitāte. LT Riebalų filtravimo efektyvumas. HU Zsírszűrési hatékonyság. NL Vetfilterrendement. PL Skuteczność filtrowania tłuszczu. PT Eficiência de filtragem de gorduras. RO Eficiența de filtrare a grăsimilor. SK Účinnosť filtrácie tukov. SL Učinkovitost filtriranja maščob. ES Eficiencia de filtrado de grasas. SV Fettfiltreringseffektivitet. HU Zsírszűrési hatékonyság. RU Эффективность жироулавливания. bbox=[9, 288, 918, 318]
row-symbol: W L bbox=[843, 1044, 908, 1082]
footnote-paragraph: DE - Leistungen gemäß den Normen: EN 61591; EN 60704-1; EN 60704-2-13; EN 50564. Hilfreiche Hinweise bezüglich von Richtlinien, die den negativen Umwelteinfluss auf ein Minimum beschränken: Beim Kochen Deckel verwenden; die Geschwindigkeit der Haube an die Dunstmenge anpassen; Geschwindigkeit erst bei intensiver Kochphase erhöhen; die Beleuchtung nur bei Bedarf einschalten. bbox=[14, 1182, 880, 1187]
info-row bbox=[11, 854, 1068, 911]
row-value: 51 bbox=[918, 477, 1023, 537]
row-value: 29.0 bbox=[918, 152, 1023, 192]
row-unit: W bbox=[1039, 678, 1051, 690]
row-value: 1.0 bbox=[908, 772, 998, 808]
additional-info-table bbox=[10, 754, 1069, 1148]
